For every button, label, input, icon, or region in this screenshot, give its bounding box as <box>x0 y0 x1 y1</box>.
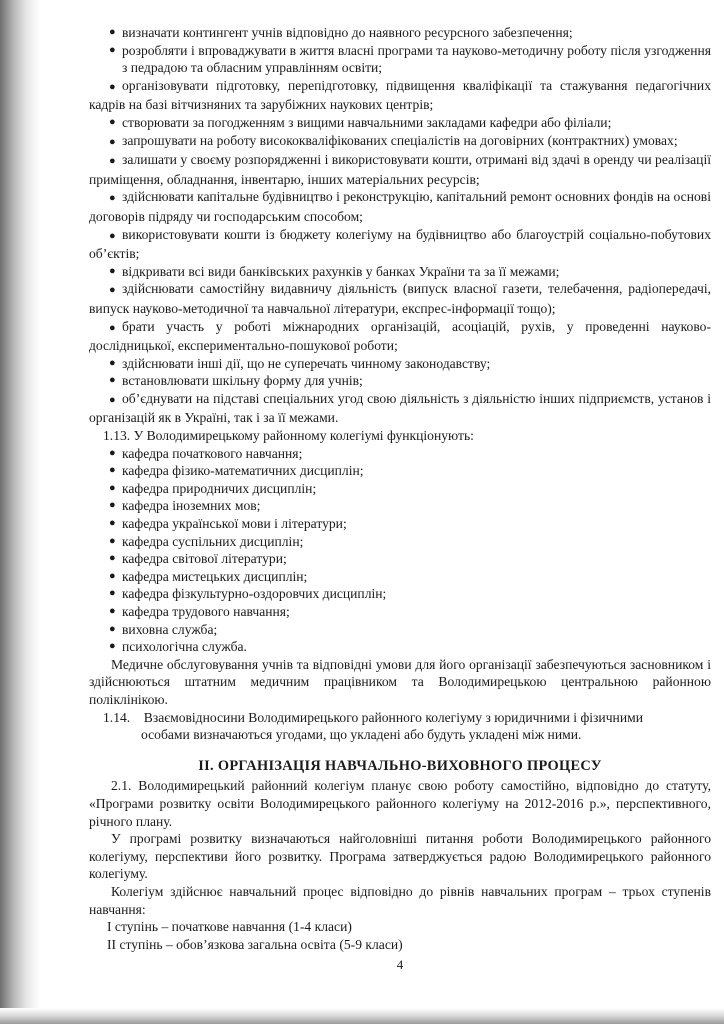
department-list-item-text: кафедра фізкультурно-оздоровчих дисциплін; <box>122 586 387 602</box>
level-1: І ступінь – початкове навчання (1-4 класи) <box>107 919 352 935</box>
rights-list-item-text: здійснювати капітальне будівництво і реконструкцію, капітальний ремонт основних фондів на основі договорів підряду чи господарським способом; <box>89 189 711 224</box>
rights-list-item-text: визначати контингент учнів відповідно до наявного ресурсного забезпечення; <box>122 25 573 40</box>
rights-list-item-text: здійснювати інші дії, що не суперечать чинному законодавству; <box>122 355 491 371</box>
rights-list-item: ● використовувати кошти із бюджету колегіуму на будівництво або благоустрій соціально-побутових об’єктів; <box>89 226 711 262</box>
rights-list-item-text: залишати у своєму розпорядженні і використовувати кошти, отримані від здачі в оренду чи реалізації приміщення, обладнання, інвентарю, інших матеріальних ресурсів; <box>89 152 711 187</box>
rights-list-item: ● здійснювати капітальне будівництво і реконструкцію, капітальний ремонт основних фондів на основі договорів підряду чи господарським способом; <box>89 189 711 224</box>
section-2-heading: ІІ. ОРГАНІЗАЦІЯ НАВЧАЛЬНО-ВИХОВНОГО ПРОЦЕСУ <box>198 757 602 774</box>
bullet-icon: ● <box>109 374 116 387</box>
department-list-item-text: кафедра української мови і літератури; <box>122 516 347 532</box>
bullet-icon: ● <box>109 517 116 530</box>
rights-list-item <box>89 372 711 390</box>
department-list-item <box>89 550 711 568</box>
rights-list-item-text: встановлювати шкільну форму для учнів; <box>122 373 363 389</box>
medical-paragraph: Медичне обслуговування учнів та відповідні умови для його організації забезпечуються засновником і здійснюються штатним медичним працівником та Володимирецькою центральною районною поліклінікою. <box>89 656 711 707</box>
section-1-13-intro: 1.13. У Володимирецькому районному колегіумі функціонують: <box>103 428 474 444</box>
rights-list-item-text: об’єднувати на підставі спеціальних угод свою діяльність з діяльністю інших підприємств, установ і організацій як в Україні, так і за її межами. <box>89 390 711 426</box>
scan-shadow-bottom <box>0 1008 724 1024</box>
department-list-item-text: кафедра суспільних дисциплін; <box>122 533 304 549</box>
rights-list-item: ● здійснювати самостійну видавничу діяльність (випуск власної газети, телебачення, радіопередачі, випуск науково-методичної та навчальної літератури, експрес-інформації тощо); <box>89 281 711 316</box>
bullet-icon: ● <box>109 587 116 600</box>
bullet-icon: ● <box>109 26 116 38</box>
rights-list-item-text: відкривати всі види банківських рахунків у банках України та за її межами; <box>122 263 560 279</box>
department-list-item <box>89 638 711 656</box>
department-list-item-text: кафедра світової літератури; <box>122 551 287 567</box>
rights-list-item: ● об’єднувати на підставі спеціальних угод свою діяльність з діяльністю інших підприємств, установ і організацій як в Україні, так і за її межами. <box>89 390 711 426</box>
document-page <box>89 24 711 972</box>
department-list-item-text: кафедра мистецьких дисциплін; <box>122 568 308 584</box>
page-number: 4 <box>396 957 404 972</box>
bullet-icon: ● <box>109 115 116 128</box>
rights-list-item: ● організовувати підготовку, перепідготовку, підвищення кваліфікації та стажування педагогічних кадрів на базі вітчизняних та зарубіжних наукових центрів; <box>89 77 711 113</box>
bullet-icon: ● <box>109 43 116 56</box>
rights-list-item-text: організовувати підготовку, перепідготовку, підвищення кваліфікації та стажування педагогічних кадрів на базі вітчизняних та зарубіжних наукових центрів; <box>89 77 711 113</box>
bullet-icon: ● <box>109 446 116 459</box>
rights-list-item: ● залишати у своєму розпорядженні і використовувати кошти, отримані від здачі в оренду чи реалізації приміщення, обладнання, інвентарю, інших матеріальних ресурсів; <box>89 152 711 187</box>
department-list-item-text: виховна служба; <box>122 621 218 637</box>
department-list-item-text: кафедра природничих дисциплін; <box>122 480 317 496</box>
rights-list-item <box>89 263 711 281</box>
department-list-item <box>89 603 711 621</box>
departments-list <box>89 445 711 656</box>
rights-list-item <box>89 24 711 42</box>
rights-list-item-text: запрошувати на роботу висококваліфікованих спеціалістів на договірних (контрактних) умовах; <box>122 132 678 148</box>
bullet-icon: ● <box>109 499 116 512</box>
department-list-item <box>89 462 711 480</box>
rights-list-item-text: використовувати кошти із бюджету колегіуму на будівництво або благоустрій соціально-побутових об’єктів; <box>89 226 711 262</box>
department-list-item-text: психологічна служба. <box>122 639 247 655</box>
bullet-icon: ● <box>109 622 116 635</box>
bullet-icon: ● <box>109 534 116 547</box>
rights-list-item-text: брати участь у роботі міжнародних організацій, асоціацій, рухів, у проведенні науково-дослідницької, експериментально-пошукової роботи; <box>89 318 711 354</box>
bullet-icon: ● <box>109 569 116 582</box>
rights-list-item-text: створювати за погодженням з вищими навчальними закладами кафедри або філіали; <box>122 114 612 130</box>
level-2: ІІ ступінь – обов’язкова загальна освіта (5-9 класи) <box>107 936 403 952</box>
rights-list-item: ● брати участь у роботі міжнародних організацій, асоціацій, рухів, у проведенні науково-дослідницької, експериментально-пошукової роботи; <box>89 318 711 354</box>
section-1-14-number: 1.14. <box>103 709 131 725</box>
bullet-icon: ● <box>109 552 116 565</box>
bullet-icon: ● <box>109 264 116 277</box>
department-list-item <box>89 533 711 551</box>
development-program-paragraph: У програмі розвитку визначаються найголовніші питання роботи Володимирецького районного колегіуму, перспективи його розвитку. Програма затверджується радою Володимирецького районного колегіуму. <box>89 831 711 882</box>
department-list-item-text: кафедра іноземних мов; <box>122 498 261 514</box>
department-list-item <box>89 621 711 639</box>
department-list-item <box>89 445 711 463</box>
section-2-1-paragraph: 2.1. Володимирецький районний колегіум планує свою роботу самостійно, відповідно до статуту, «Програми розвитку освіти Володимирецького районного колегіуму на 2012-2016 р.», перспективного, річного плану. <box>89 778 711 829</box>
section-1-14-text: Взаємовідносини Володимирецького районного колегіуму з юридичними і фізичними <box>143 709 643 725</box>
scan-shadow-left <box>0 0 40 1024</box>
bullet-icon: ● <box>109 481 116 494</box>
bullet-icon: ● <box>109 605 116 617</box>
department-list-item-text: кафедра фізико-математичних дисциплін; <box>122 463 364 479</box>
department-list-item <box>89 480 711 498</box>
rights-list-item-text: розробляти і впроваджувати в життя власні програми та науково-методичну роботу після узгодження з педрадою та обласним управлінням освіти; <box>122 42 711 76</box>
department-list-item <box>89 515 711 533</box>
rights-list <box>89 24 711 427</box>
department-list-item-text: кафедра трудового навчання; <box>122 604 290 619</box>
section-1-14 <box>89 709 711 727</box>
department-list-item <box>89 585 711 603</box>
rights-list-item <box>89 355 711 373</box>
bullet-icon: ● <box>109 464 116 477</box>
department-list-item-text: кафедра початкового навчання; <box>122 445 303 461</box>
rights-list-item: ● запрошувати на роботу висококваліфікованих спеціалістів на договірних (контрактних) умовах; <box>109 132 678 148</box>
rights-list-item <box>89 42 711 77</box>
rights-list-item-text: здійснювати самостійну видавничу діяльність (випуск власної газети, телебачення, радіопередачі, випуск науково-методичної та навчальної літератури, експрес-інформації тощо); <box>89 281 711 316</box>
rights-list-item <box>89 114 711 132</box>
section-1-14-continuation: особами визначаються угодами, що укладені або будуть укладені між ними. <box>141 727 582 743</box>
department-list-item <box>89 568 711 586</box>
bullet-icon: ● <box>109 356 116 369</box>
department-list-item <box>89 497 711 515</box>
education-levels-intro: Колегіум здійснює навчальний процес відповідно до рівнів навчальних програм – трьох ступенів навчання: <box>89 883 711 917</box>
bullet-icon: ● <box>109 640 116 653</box>
